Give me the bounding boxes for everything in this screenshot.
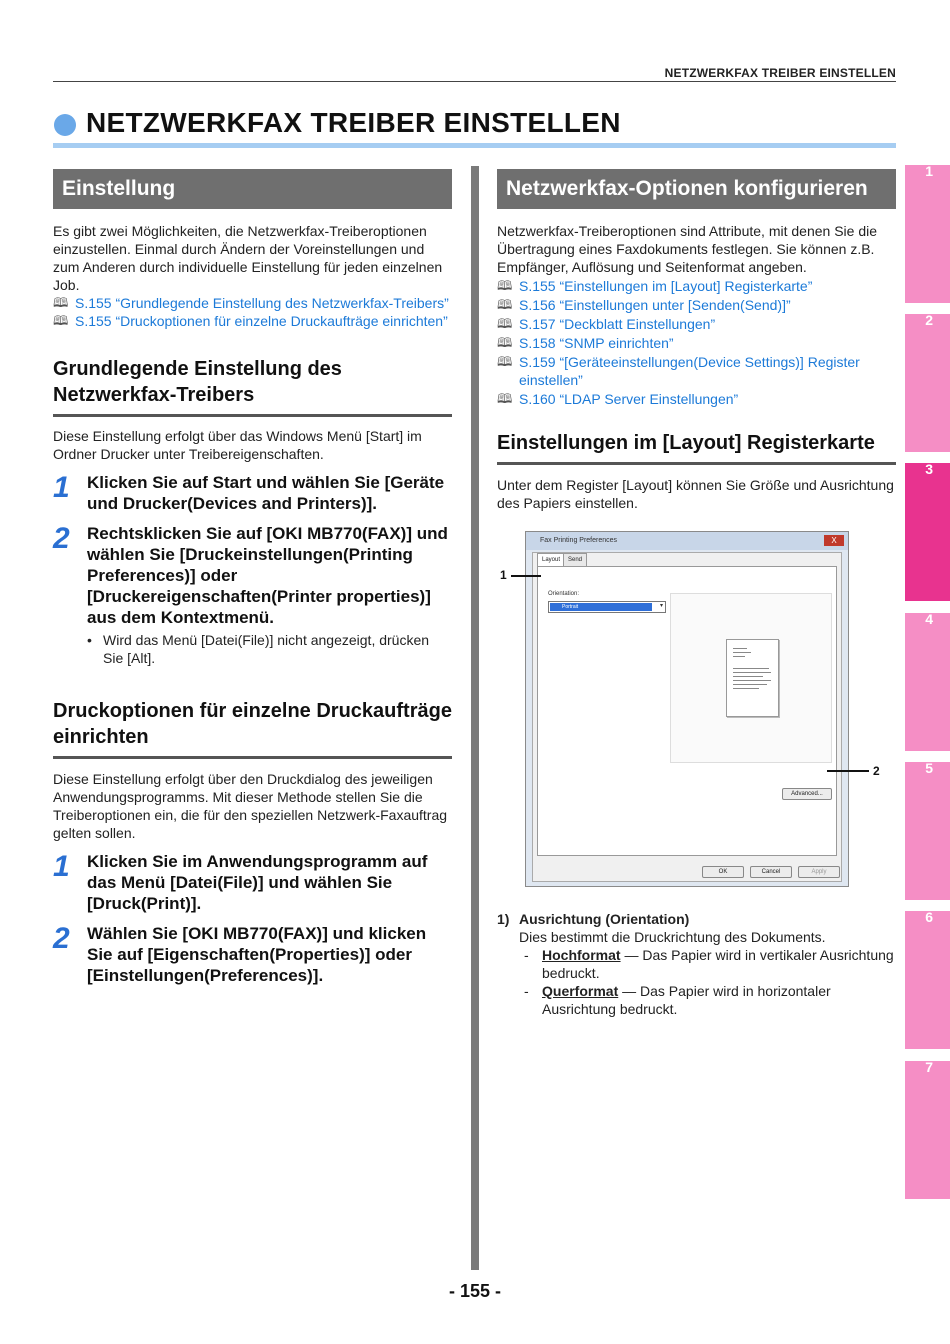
side-tab-2[interactable] — [905, 314, 950, 452]
reference-link-text[interactable]: S.160 “LDAP Server Einstellungen” — [519, 391, 739, 407]
close-icon[interactable]: X — [824, 535, 844, 546]
note-dash: - — [524, 983, 529, 999]
step-text: Klicken Sie auf Start und wählen Sie [Geräte und Drucker(Devices and Printers)]. — [87, 473, 445, 513]
dialog-title: Fax Printing Preferences — [526, 532, 848, 550]
bullet-symbol: • — [87, 632, 92, 648]
heading-rule — [53, 756, 452, 759]
orientation-value: Portrait — [550, 603, 652, 611]
side-tab-label: 2 — [925, 312, 933, 328]
ok-button[interactable]: OK — [702, 866, 744, 878]
preview-line — [733, 688, 759, 689]
section-intro: Diese Einstellung erfolgt über den Druckdialog des jeweiligen Anwendungsprogramms. Mit dieser Methode stellen Sie die Treiberoptionen ein, die für den speziellen Netzwerk-Faxauftrag gelten sollen. — [53, 771, 448, 841]
bullet-note — [87, 631, 452, 667]
side-tab-label: 7 — [925, 1059, 933, 1075]
preview-line — [733, 648, 747, 649]
reference-link[interactable] — [53, 312, 452, 330]
right-intro: Netzwerkfax-Treiberoptionen sind Attribute, mit denen Sie die Übertragung eines Faxdokuments festlegen. Sie können z.B. Empfänger, Auflösung und Seitenformat angeben. — [497, 223, 878, 275]
orientation-notes — [497, 910, 896, 1018]
callout-line — [511, 575, 541, 577]
side-tab-label: 5 — [925, 760, 933, 776]
reference-link-text[interactable]: S.159 “[Geräteeinstellungen(Device Settings)] Register einstellen” — [519, 354, 860, 388]
step — [53, 923, 452, 986]
header-rule — [53, 81, 896, 82]
layout-panel — [537, 566, 837, 856]
dialog-body — [532, 552, 842, 882]
page-number: - 155 - — [448, 1281, 502, 1301]
book-icon: 🕮 — [497, 391, 513, 406]
side-tab-3[interactable] — [905, 463, 950, 601]
preview-line — [733, 680, 771, 681]
section-band-optionen: Netzwerkfax-Optionen konfigurieren — [497, 169, 896, 209]
step — [53, 472, 452, 514]
step — [53, 523, 452, 628]
section-heading-druckoptionen: Druckoptionen für einzelne Druckaufträge einrichten — [53, 700, 452, 748]
book-icon: 🕮 — [497, 335, 513, 350]
note-text: — Das Papier wird in vertikaler Ausrichtung bedruckt. — [542, 947, 894, 981]
note-heading — [497, 910, 896, 928]
side-tab-7[interactable] — [905, 1061, 950, 1199]
reference-link-text[interactable]: S.157 “Deckblatt Einstellungen” — [519, 316, 716, 332]
advanced-button[interactable]: Advanced... — [782, 788, 832, 800]
note-item — [524, 982, 896, 1018]
note-text: — Das Papier wird in horizontaler Ausrichtung bedruckt. — [542, 983, 831, 1017]
side-tab-label: 3 — [925, 461, 933, 477]
step-number: 1 — [53, 850, 70, 883]
section-intro: Unter dem Register [Layout] können Sie Größe und Ausrichtung des Papiers einstellen. — [497, 477, 894, 511]
printing-preferences-dialog — [525, 531, 849, 887]
title-bullet-icon — [54, 114, 76, 136]
preview-line — [733, 656, 745, 657]
page-title: NETZWERKFAX TREIBER EINSTELLEN — [86, 107, 621, 138]
note-term: Querformat — [542, 983, 619, 999]
section-intro: Diese Einstellung erfolgt über das Windows Menü [Start] im Ordner Drucker unter Treibereigenschaften. — [53, 428, 422, 462]
apply-button[interactable]: Apply — [798, 866, 840, 878]
callout-number: 1 — [500, 568, 507, 582]
step-number: 2 — [53, 922, 70, 955]
book-icon: 🕮 — [53, 313, 69, 328]
book-icon: 🕮 — [497, 297, 513, 312]
page-preview-sheet — [726, 639, 779, 717]
reference-link[interactable] — [497, 390, 896, 408]
left-column — [53, 169, 452, 986]
side-tab-label: 1 — [925, 163, 933, 179]
title-rule — [53, 143, 896, 148]
section-heading-grundlegende: Grundlegende Einstellung des Netzwerkfax-Treibers — [53, 358, 342, 406]
book-icon: 🕮 — [497, 278, 513, 293]
preview-line — [733, 668, 769, 669]
section-heading-layout: Einstellungen im [Layout] Registerkarte — [497, 432, 875, 454]
tab-layout[interactable]: Layout — [537, 553, 565, 566]
step-text: Rechtsklicken Sie auf [OKI MB770(FAX)] und wählen Sie [Druckeinstellungen(Printing Preferences)] oder [Druckereigenschaften(Printer properties)] aus dem Kontextmenü. — [87, 524, 448, 627]
column-divider — [471, 166, 479, 1270]
reference-link[interactable] — [53, 294, 452, 312]
note-item — [524, 946, 896, 982]
callout-number: 2 — [873, 764, 880, 778]
tab-send[interactable]: Send — [563, 553, 587, 566]
reference-link-text[interactable]: S.155 “Einstellungen im [Layout] Registerkarte” — [519, 278, 813, 294]
preview-line — [733, 684, 767, 685]
reference-link-text[interactable]: S.158 “SNMP einrichten” — [519, 335, 674, 351]
heading-rule — [53, 414, 452, 417]
reference-link-text[interactable]: S.155 “Druckoptionen für einzelne Druckaufträge einrichten” — [75, 313, 448, 329]
step-number: 2 — [53, 522, 70, 555]
side-tab-label: 4 — [925, 611, 933, 627]
book-icon: 🕮 — [497, 316, 513, 331]
left-intro: Es gibt zwei Möglichkeiten, die Netzwerkfax-Treiberoptionen einzustellen. Einmal durch Ändern der Voreinstellungen und zum Anderen durch individuelle Einstellung für jeden einzelnen Job. — [53, 223, 443, 293]
preview-line — [733, 676, 763, 677]
side-tab-6[interactable] — [905, 911, 950, 1049]
running-header: NETZWERKFAX TREIBER EINSTELLEN — [664, 66, 896, 80]
preview-line — [733, 652, 751, 653]
heading-rule — [497, 462, 896, 465]
orientation-select[interactable] — [548, 601, 666, 613]
section-band-einstellung: Einstellung — [53, 169, 452, 209]
note-dash: - — [524, 947, 529, 963]
book-icon: 🕮 — [53, 295, 69, 310]
reference-link-text[interactable]: S.156 “Einstellungen unter [Senden(Send)]” — [519, 297, 791, 313]
side-tab-label: 6 — [925, 909, 933, 925]
reference-link[interactable] — [497, 296, 896, 314]
step-text: Klicken Sie im Anwendungsprogramm auf das Menü [Datei(File)] und wählen Sie [Druck(Print)]. — [87, 852, 428, 913]
callout-line — [827, 770, 869, 772]
preview-line — [733, 672, 771, 673]
reference-link[interactable] — [497, 277, 896, 295]
note-title: Ausrichtung (Orientation) — [519, 911, 690, 927]
right-column — [497, 169, 896, 512]
reference-link[interactable] — [497, 353, 896, 389]
reference-link[interactable] — [497, 315, 896, 333]
chevron-down-icon: ▾ — [659, 603, 663, 609]
note-term: Hochformat — [542, 947, 621, 963]
note-number: 1) — [497, 911, 510, 927]
page-preview — [670, 593, 832, 763]
book-icon: 🕮 — [497, 354, 513, 369]
side-tab-1[interactable] — [905, 165, 950, 303]
note-description: Dies bestimmt die Druckrichtung des Dokuments. — [519, 929, 826, 945]
side-tab-5[interactable] — [905, 762, 950, 900]
side-tab-4[interactable] — [905, 613, 950, 751]
orientation-label: Orientation: — [548, 591, 580, 597]
reference-link[interactable] — [497, 334, 896, 352]
cancel-button[interactable]: Cancel — [750, 866, 792, 878]
reference-link-text[interactable]: S.155 “Grundlegende Einstellung des Netzwerkfax-Treibers” — [75, 295, 449, 311]
bullet-text: Wird das Menü [Datei(File)] nicht angezeigt, drücken Sie [Alt]. — [103, 632, 430, 666]
step-number: 1 — [53, 471, 70, 504]
step — [53, 851, 452, 914]
step-text: Wählen Sie [OKI MB770(FAX)] und klicken Sie auf [Eigenschaften(Properties)] oder [Einstellungen(Preferences)]. — [87, 924, 427, 985]
